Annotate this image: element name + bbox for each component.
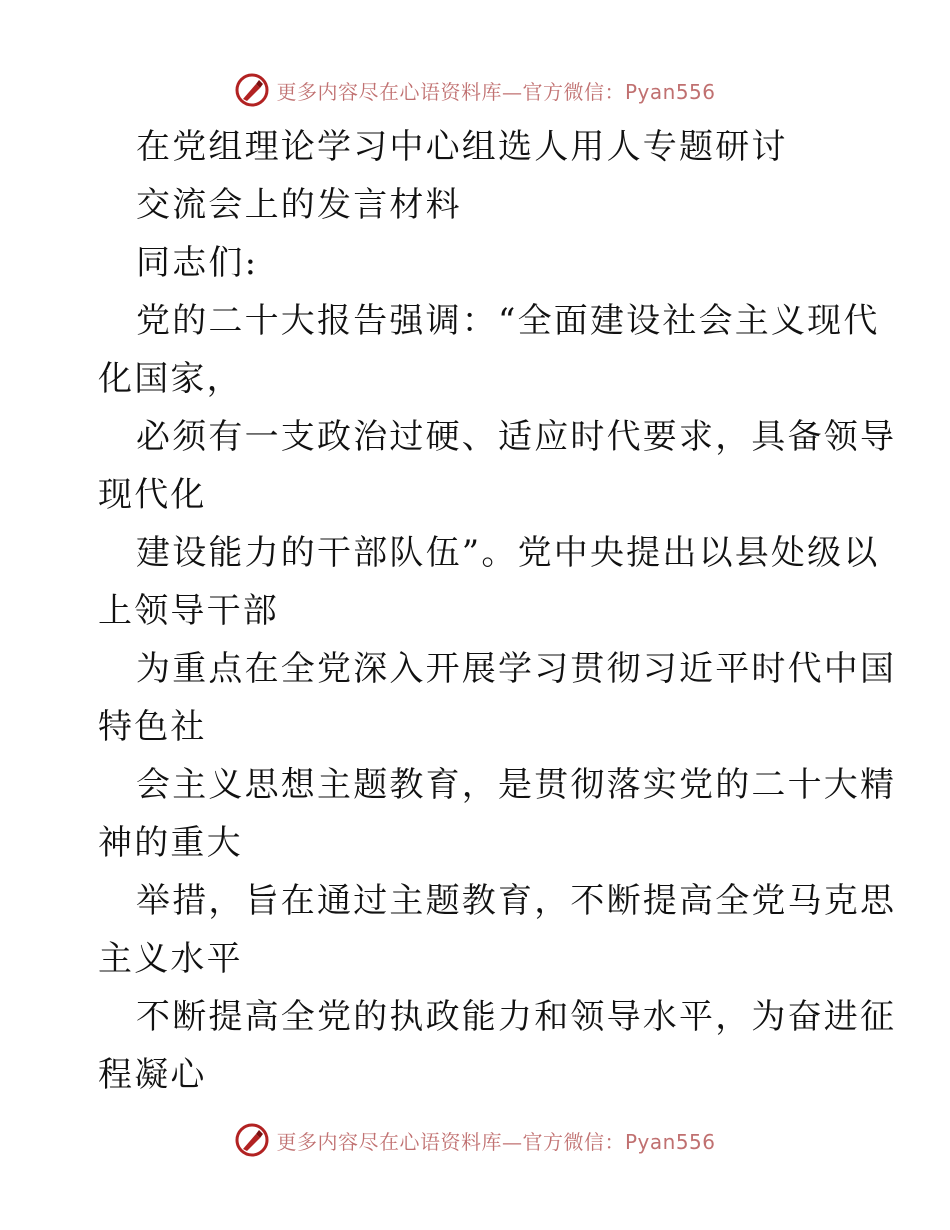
- document-line: 同志们:: [136, 243, 259, 283]
- document-line: 不断提高全党的执政能力和领导水平，为奋进征: [136, 997, 897, 1037]
- document-line: 化国家，: [98, 359, 243, 399]
- document-body: [98, 118, 897, 1104]
- document-line: 交流会上的发言材料: [136, 185, 462, 225]
- document-line: 为重点在全党深入开展学习贯彻习近平时代中国: [136, 649, 897, 689]
- banner-contact-value: Pyan556: [624, 79, 716, 104]
- banner-message: [276, 1126, 715, 1155]
- banner-title: 更多内容尽在心语资料库: [276, 79, 502, 104]
- banner-contact-label: 官方微信：: [522, 1129, 625, 1154]
- document-line: 在党组理论学习中心组选人用人专题研讨: [136, 127, 788, 167]
- pen-logo-icon: [234, 72, 270, 108]
- document-line: 建设能力的干部队伍”。党中央提出以县处级以: [136, 533, 880, 573]
- pen-logo-icon: [234, 1122, 270, 1158]
- header-banner: [0, 70, 950, 110]
- document-line: 必须有一支政治过硬、适应时代要求，具备领导: [136, 417, 897, 457]
- banner-title: 更多内容尽在心语资料库: [276, 1129, 502, 1154]
- document-line: 主义水平: [98, 939, 243, 979]
- banner-contact-value: Pyan556: [624, 1129, 716, 1154]
- document-line: 会主义思想主题教育，是贯彻落实党的二十大精: [136, 765, 897, 805]
- document-line: 特色社: [98, 707, 207, 747]
- document-line: 神的重大: [98, 823, 243, 863]
- banner-separator: —: [501, 1129, 523, 1154]
- banner-contact-label: 官方微信：: [522, 79, 625, 104]
- document-line: 上领导干部: [98, 591, 279, 631]
- footer-banner: [0, 1120, 950, 1160]
- banner-separator: —: [501, 79, 523, 104]
- banner-message: [276, 76, 715, 105]
- document-line: 现代化: [98, 475, 207, 515]
- document-line: 党的二十大报告强调：“全面建设社会主义现代: [136, 301, 880, 341]
- document-line: 举措，旨在通过主题教育，不断提高全党马克思: [136, 881, 897, 921]
- document-line: 程凝心: [98, 1055, 207, 1095]
